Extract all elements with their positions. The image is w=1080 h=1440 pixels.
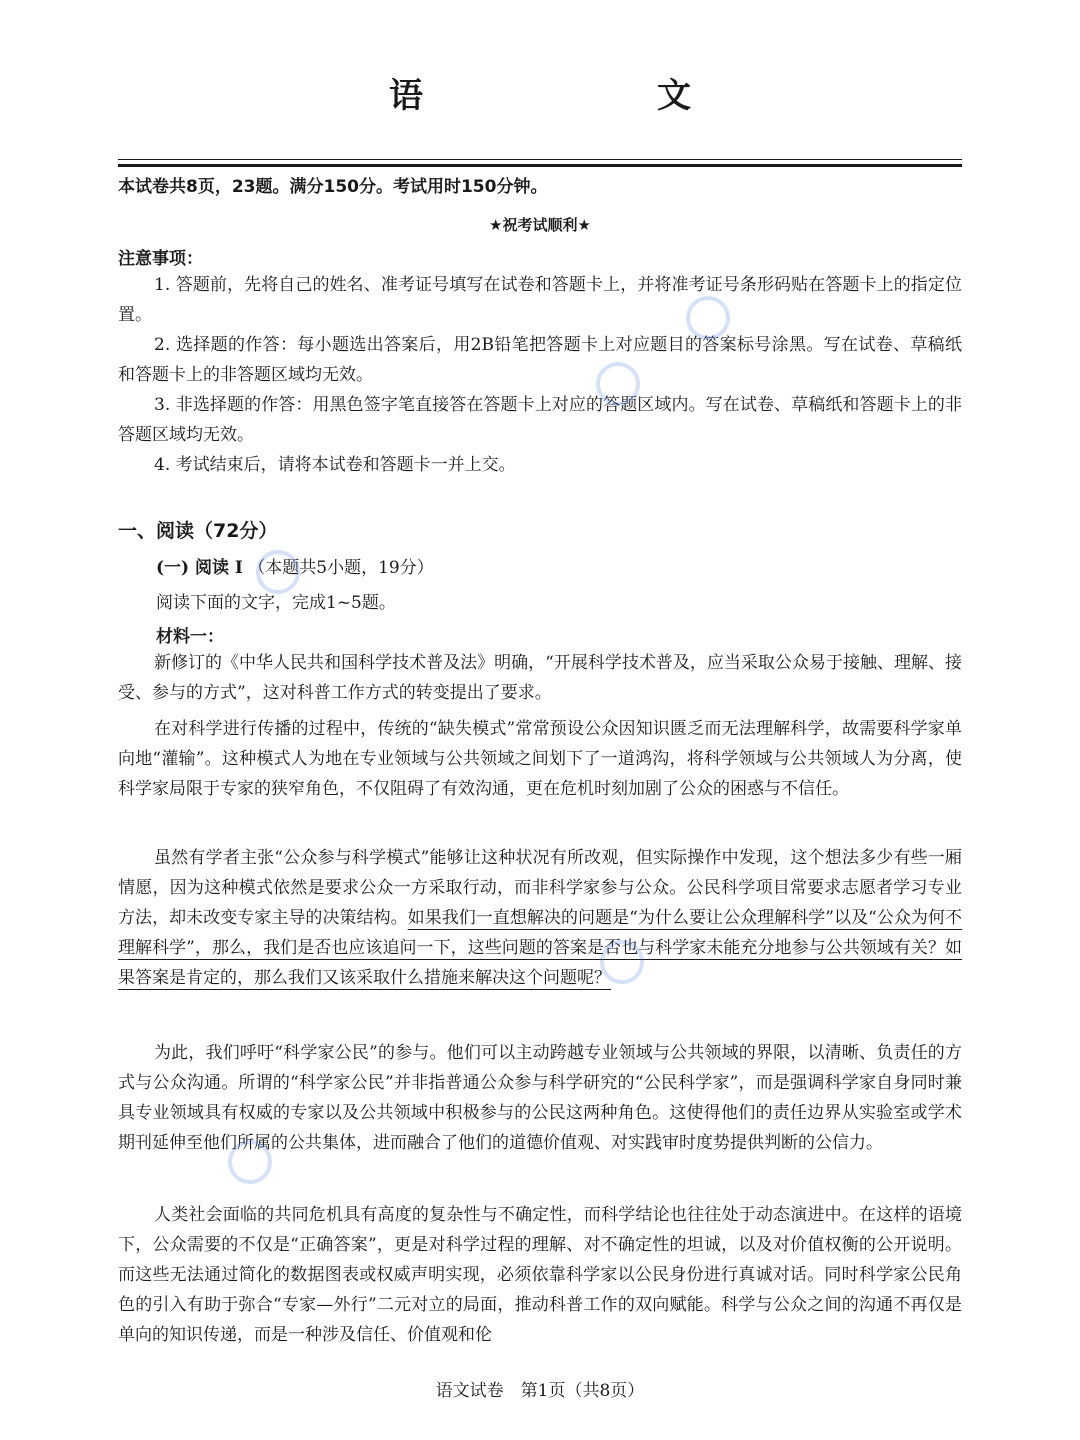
note-item-2: 2. 选择题的作答：每小题选出答案后，用2B铅笔把答题卡上对应题目的答案标号涂黑。写在试卷、草稿纸和答题卡上的非答题区域均无效。 [118, 335, 962, 385]
watermark-logo-icon [600, 940, 644, 984]
note-item-4: 4. 考试结束后，请将本试卷和答题卡一并上交。 [154, 455, 516, 475]
watermark-logo-icon [596, 362, 640, 406]
section-heading: 一、阅读（72分） [118, 520, 278, 542]
reading-instruction: 阅读下面的文字，完成1~5题。 [156, 593, 396, 613]
page-title: 语 文 [389, 76, 791, 116]
material-label: 材料一： [156, 627, 224, 647]
header-rule-thick [118, 164, 962, 167]
paragraph-4: 为此，我们呼吁“科学家公民”的参与。他们可以主动跨越专业领域与公共领域的界限，以清晰、负责任的方式与公众沟通。所谓的“科学家公民”并非指普通公众参与科学研究的“公民科学家”，而是强调科学家自身同时兼具专业领域具有权威的专家以及公共领域中积极参与的公民这两种角色。这使得他们的责任边界从实验室或学术期刊延伸至他们所属的公共集体，进而融合了他们的道德价值观、对实践审时度势提供判断的公信力。 [118, 1043, 962, 1153]
watermark-logo-icon [228, 1140, 272, 1184]
paragraph-3-text: 虽然有学者主张“公众参与科学模式”能够让这种状况有所改观，但实际操作中发现，这个想法多少有些一厢情愿，因为这种模式依然是要求公众一方采取行动，而非科学家参与公众。公民科学项目常要求志愿者学习专业方法，却未改变专家主导的决策结构。 [118, 848, 962, 928]
paragraph-3 [118, 843, 962, 993]
exam-info: 本试卷共8页，23题。满分150分。考试用时150分钟。 [118, 177, 548, 197]
notes-heading: 注意事项： [118, 249, 203, 269]
paragraph-1: 新修订的《中华人民共和国科学技术普及法》明确，“开展科学技术普及，应当采取公众易于接触、理解、接受、参与的方式”，这对科普工作方式的转变提出了要求。 [118, 653, 962, 703]
note-item-1: 1. 答题前，先将自己的姓名、准考证号填写在试卷和答题卡上，并将准考证号条形码贴在答题卡上的指定位置。 [118, 275, 962, 325]
paragraph-3-underlined-text: 如果我们一直想解决的问题是“为什么要让公众理解科学”以及“公众为何不理解科学”，那么，我们是否也应该追问一下，这些问题的答案是否也与科学家未能充分地参与公共领域有关？如果答案是肯定的，那么我们又该采取什么措施来解决这个问题呢？ [118, 908, 962, 988]
watermark-logo-icon [686, 296, 730, 340]
subsection-detail: （本题共5小题，19分） [248, 558, 434, 578]
note-item-3: 3. 非选择题的作答：用黑色签字笔直接答在答题卡上对应的答题区域内。写在试卷、草稿纸和答题卡上的非答题区域均无效。 [118, 395, 962, 445]
good-luck-banner: ★祝考试顺利★ [489, 216, 591, 234]
page-footer: 语文试卷 第1页（共8页） [435, 1381, 645, 1401]
subsection-label: (一) 阅读 I [156, 558, 243, 578]
watermark-logo-icon [256, 550, 300, 594]
paragraph-5: 人类社会面临的共同危机具有高度的复杂性与不确定性，而科学结论也往往处于动态演进中。在这样的语境下，公众需要的不仅是“正确答案”，更是对科学过程的理解、对不确定性的坦诚，以及对价值权衡的公开说明。而这些无法通过简化的数据图表或权威声明实现，必须依靠科学家以公民身份进行真诚对话。同时科学家公民角色的引入有助于弥合“专家—外行”二元对立的局面，推动科普工作的双向赋能。科学与公众之间的沟通不再仅是单向的知识传递，而是一种涉及信任、价值观和伦 [118, 1205, 962, 1345]
header-rule-thin [118, 159, 962, 160]
paragraph-2: 在对科学进行传播的过程中，传统的“缺失模式”常常预设公众因知识匮乏而无法理解科学，故需要科学家单向地“灌输”。这种模式人为地在专业领域与公共领域之间划下了一道鸿沟，将科学领域与公共领域人为分离，使科学家局限于专家的狭窄角色，不仅阻碍了有效沟通，更在危机时刻加剧了公众的困惑与不信任。 [118, 719, 962, 799]
